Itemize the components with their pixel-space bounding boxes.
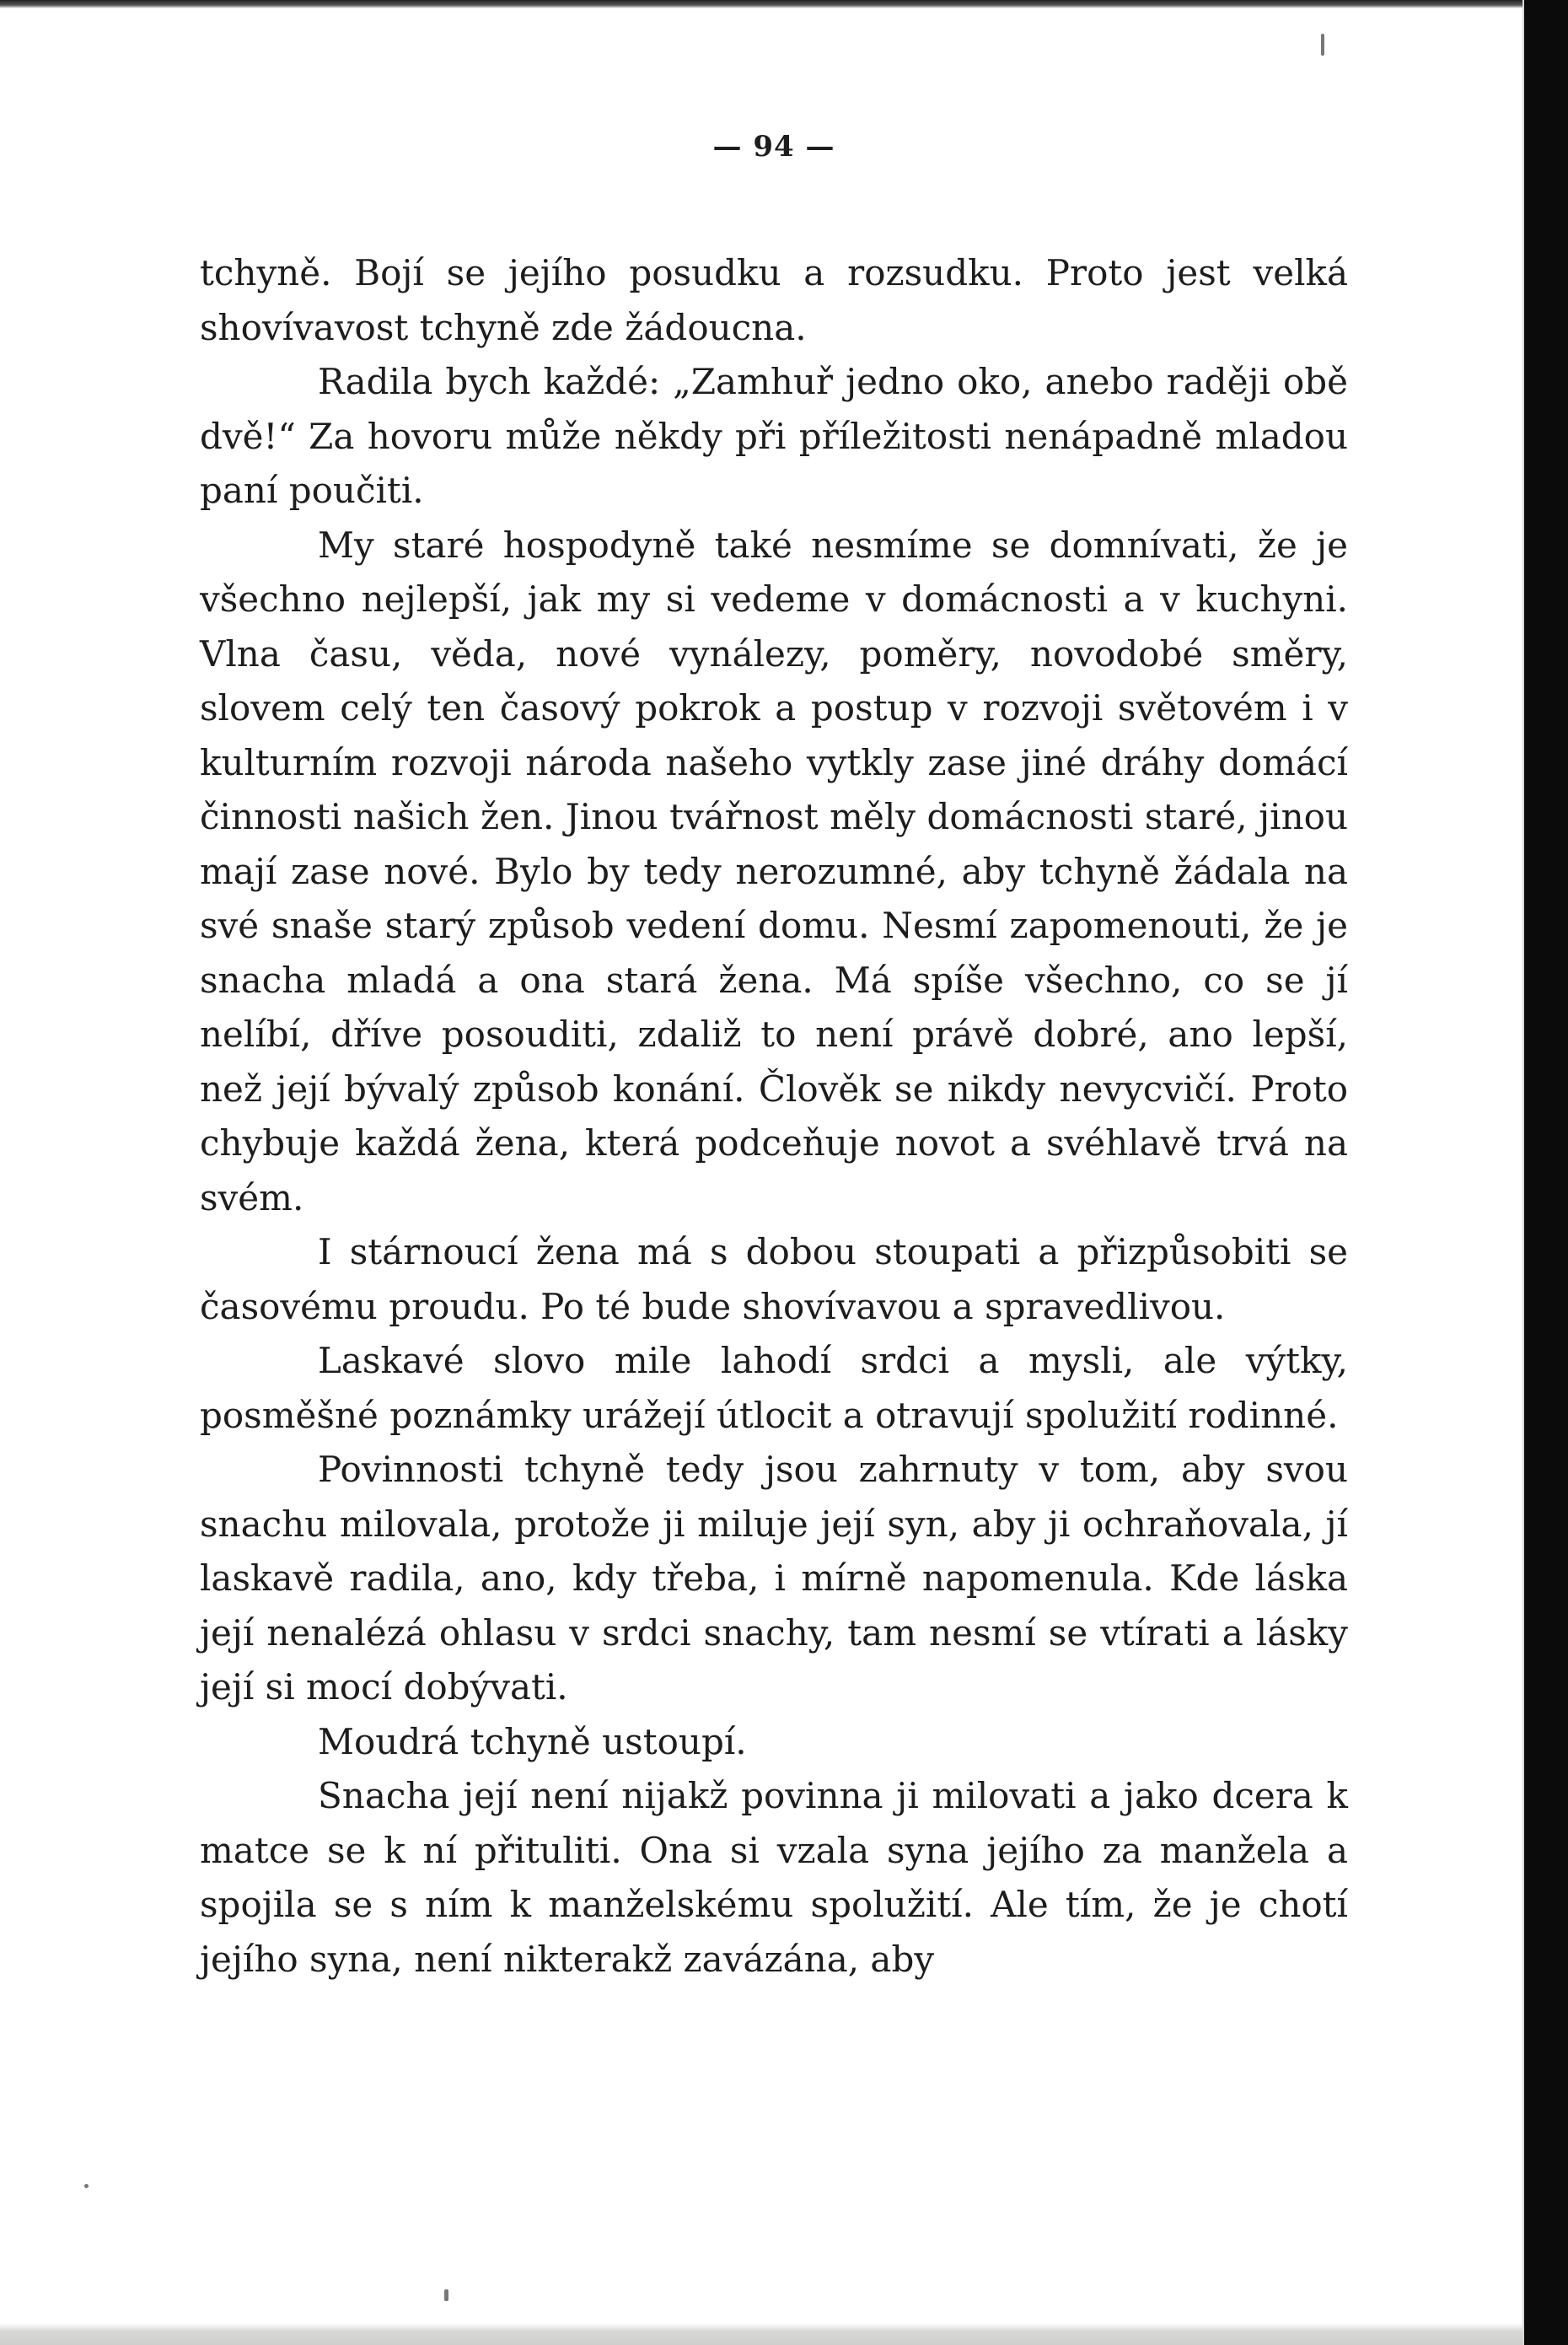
paragraph: My staré hospodyně také nesmíme se domnívati, že je všechno nejlepší, jak my si vedeme v domácnosti a v kuchyni. Vlna času, věda, nové vynálezy, poměry, novodobé směry, slovem celý ten časový pokrok a postup v rozvoji světovém i v kulturním rozvoji národa našeho vytkly zase jiné dráhy domácí činnosti našich žen. Jinou tvářnost měly domácnosti staré, jinou mají zase nové. Bylo by tedy nerozumné, aby tchyně žádala na své snaše starý způsob vedení domu. Nesmí zapomenouti, že je snacha mladá a ona stará žena. Má spíše všechno, co se jí nelíbí, dříve posouditi, zdaliž to není právě dobré, ano lepší, než její bývalý způsob konání. Člověk se nikdy nevycvičí. Proto chybuje každá žena, která podceňuje novot a svéhlavě trvá na svém. bbox=[200, 524, 1348, 1218]
paragraph: I stárnoucí žena má s dobou stoupati a přizpůsobiti se časovému proudu. Po té bude shovívavou a spravedlivou. bbox=[200, 1231, 1348, 1327]
page-number: — 94 — bbox=[712, 130, 835, 164]
paragraph: Povinnosti tchyně tedy jsou zahrnuty v tom, aby svou snachu milovala, protože ji miluje její syn, aby ji ochraňovala, jí laskavě radila, ano, kdy třeba, i mírně napomenula. Kde láska její nenalézá ohlasu v srdci snachy, tam nesmí se vtírati a lásky její si mocí dobývati. bbox=[200, 1449, 1348, 1708]
page-content bbox=[200, 128, 1348, 1987]
paragraph: Moudrá tchyně ustoupí. bbox=[318, 1720, 747, 1762]
paragraph: Snacha její není nijakž povinna ji milovati a jako dcera k matce se k ní přituliti. Ona si vzala syna jejího za manžela a spojila se s ním k manželskému spolužití. Ale tím, že je chotí jejího syna, není nikterakž zavázána, aby bbox=[200, 1775, 1348, 1980]
scan-speck bbox=[1321, 34, 1324, 56]
page-top-edge bbox=[0, 0, 1524, 8]
scan-speck bbox=[444, 2289, 448, 2301]
scan-dark-edge bbox=[1524, 0, 1568, 2345]
paragraph: Radila bych každé: „Zamhuř jedno oko, anebo raději obě dvě!“ Za hovoru může někdy při příležitosti nenápadně mladou paní poučiti. bbox=[200, 361, 1348, 511]
paragraph: Laskavé slovo mile lahodí srdci a mysli, ale výtky, posměšné poznámky urážejí útlocit a otravují spolužití rodinné. bbox=[200, 1340, 1348, 1436]
page-bottom-edge bbox=[0, 2323, 1524, 2345]
scan-speck bbox=[84, 2184, 89, 2188]
paragraph: tchyně. Bojí se jejího posudku a rozsudku. Proto jest velká shovívavost tchyně zde žádoucna. bbox=[200, 252, 1348, 348]
